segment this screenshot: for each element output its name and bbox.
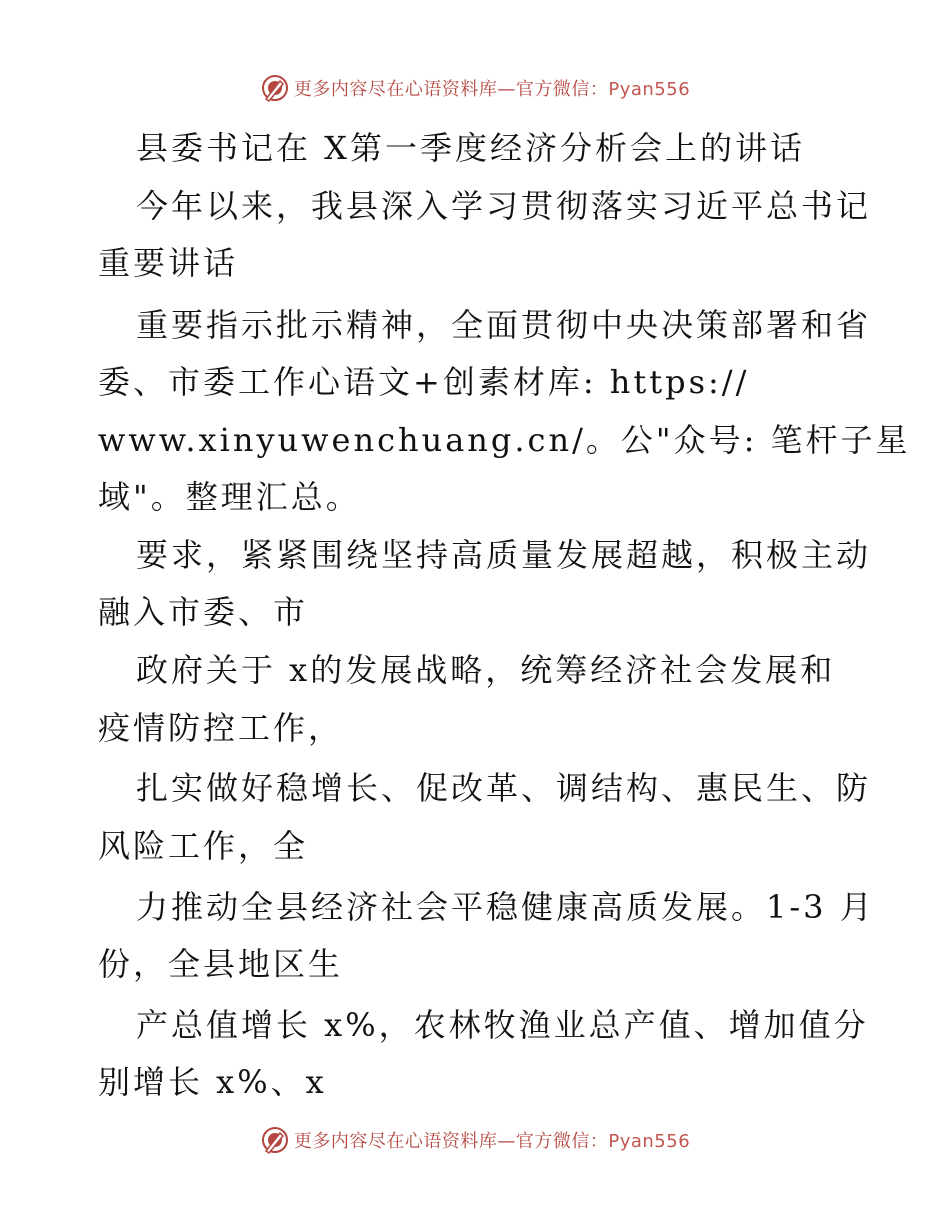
paragraph-line: 今年以来，我县深入学习贯彻落实习近平总书记 [136, 187, 872, 225]
footer-watermark [0, 1120, 950, 1160]
paragraph-line: 融入市委、市 [98, 593, 309, 631]
paragraph-line: 疫情防控工作， [98, 709, 344, 747]
paragraph-line: 份，全县地区生 [98, 945, 344, 983]
watermark-text: 更多内容尽在心语资料库—官方微信：Pyan556 [293, 1131, 691, 1152]
paragraph-line: 风险工作，全 [98, 827, 309, 865]
paragraph-line: 政府关于 x的发展战略，统筹经济社会发展和 [136, 651, 836, 689]
pen-logo-icon [260, 73, 290, 103]
paragraph-line: 要求，紧紧围绕坚持高质量发展超越，积极主动 [136, 536, 872, 574]
paragraph-line: 重要指示批示精神，全面贯彻中央决策部署和省 [136, 306, 872, 344]
paragraph-line: 委、市委工作心语文+创素材库: https:// [98, 363, 750, 401]
paragraph-line: 扎实做好稳增长、促改革、调结构、惠民生、防 [136, 769, 872, 807]
paragraph-line: 力推动全县经济社会平稳健康高质发展。1-3 月 [136, 888, 875, 926]
document-title: 县委书记在 X第一季度经济分析会上的讲话 [136, 129, 805, 167]
paragraph-line: 重要讲话 [98, 244, 239, 282]
header-watermark [0, 68, 950, 108]
paragraph-line: 产总值增长 x%，农林牧渔业总产值、增加值分 [136, 1006, 869, 1044]
pen-logo-icon [260, 1125, 290, 1155]
paragraph-line: 别增长 x%、x [98, 1063, 327, 1101]
watermark-text: 更多内容尽在心语资料库—官方微信：Pyan556 [293, 79, 691, 100]
paragraph-line: www.xinyuwenchuang.cn/。公"众号: 笔杆子星 [98, 421, 911, 459]
paragraph-line: 域"。整理汇总。 [98, 478, 361, 516]
